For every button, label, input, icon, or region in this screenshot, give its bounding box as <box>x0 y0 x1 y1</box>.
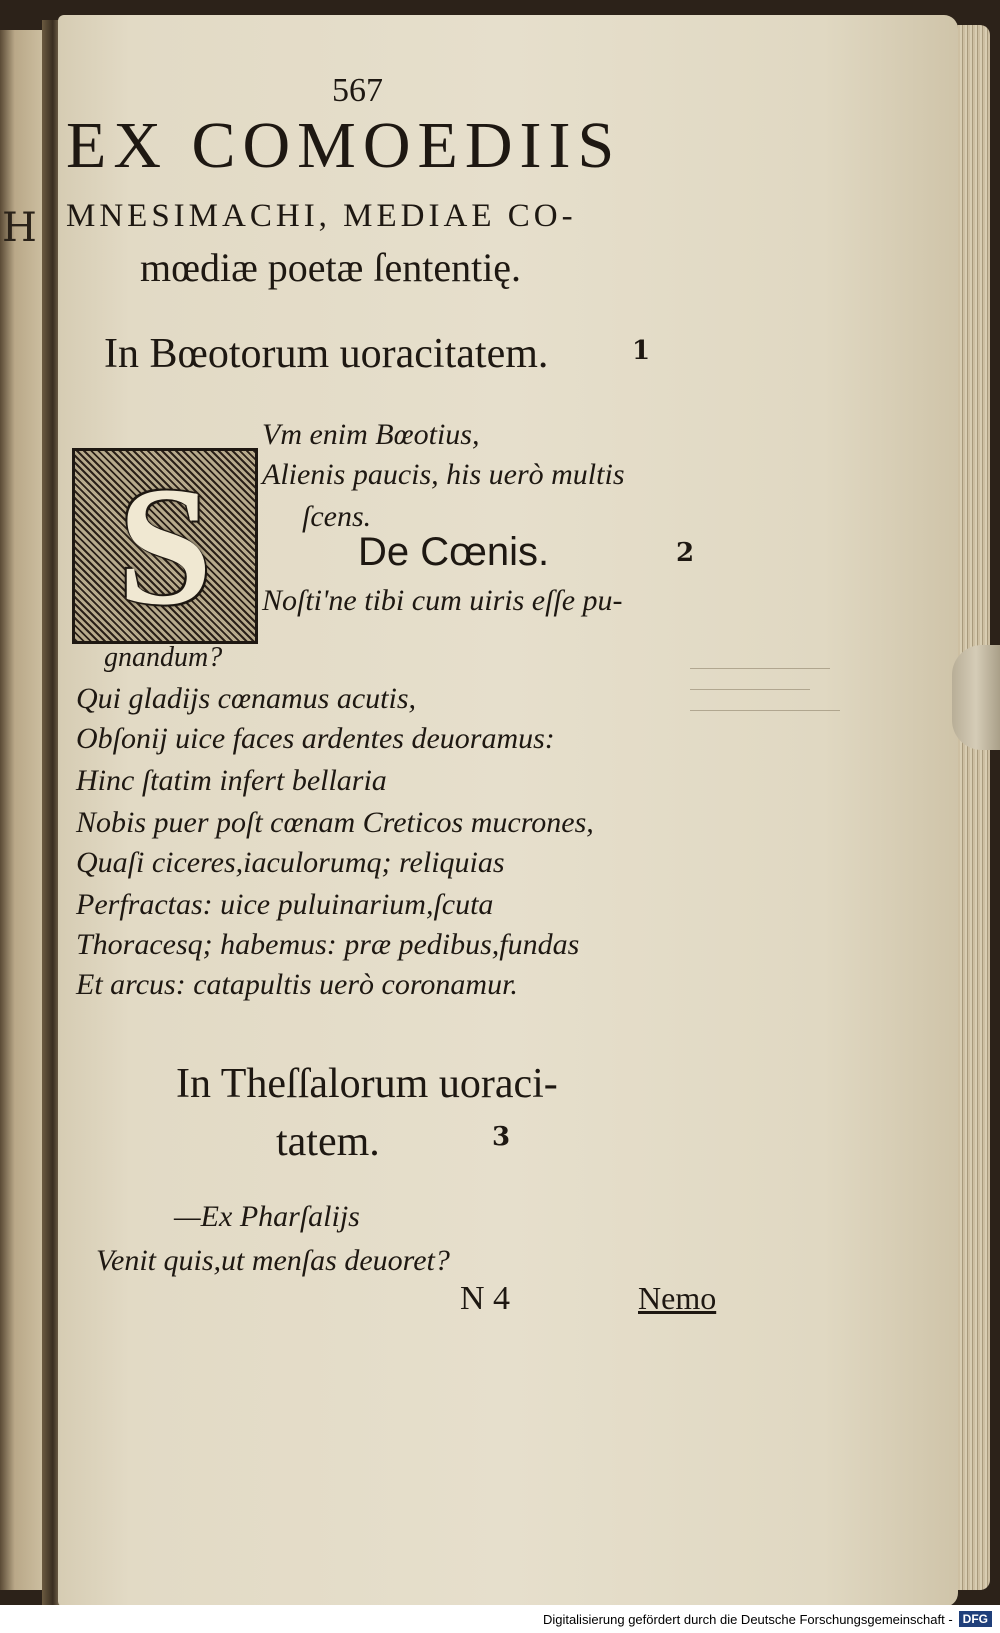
verse-line: Et arcus: catapultis uerò coronamur. <box>76 968 518 1001</box>
left-page-letter: H <box>2 205 37 251</box>
verse-line: Thoracesq; habemus: præ pedibus,fundas <box>76 928 580 961</box>
verse-line: gnandum? <box>104 642 223 673</box>
section-title: In Bœotorum uoracitatem. <box>104 331 549 377</box>
left-page-edge <box>0 30 42 1590</box>
subheading-author: MNESIMACHI, MEDIAE CO- <box>66 198 577 234</box>
verse-line: Qui gladijs cœnamus acutis, <box>76 682 417 715</box>
verse-line: Obſonij uice faces ardentes deuoramus: <box>76 722 555 755</box>
verse-line: Nobis puer poſt cœnam Creticos mucrones, <box>76 806 594 839</box>
dfg-logo: DFG <box>959 1611 992 1627</box>
verse-line: Alienis paucis, his uerò multis <box>262 458 625 491</box>
bleed-through-block <box>690 660 840 780</box>
verse-line: Noſti'ne tibi cum uiris eſſe pu- <box>262 584 623 617</box>
catchword: Nemo <box>638 1280 717 1316</box>
page-clip <box>952 645 1000 750</box>
decorated-initial <box>72 448 258 644</box>
initial-letter: S <box>117 451 213 640</box>
page-number: 567 <box>332 72 383 109</box>
verse-line: Quaſi ciceres,iaculorumq; reliquias <box>76 846 505 879</box>
verse-line: Venit quis,ut menſas deuoret? <box>96 1244 450 1277</box>
section-title-continued: tatem. <box>276 1119 380 1165</box>
section-title: In Theſſalorum uoraci- <box>176 1061 558 1107</box>
verse-line: Perfractas: uice puluinarium,ſcuta <box>76 888 494 921</box>
main-heading: EX COMOEDIIS <box>66 109 622 182</box>
section-title: De Cœnis. <box>358 530 550 574</box>
subheading-description: mœdiæ poetæ ſententię. <box>140 245 522 290</box>
signature-mark: N 4 <box>460 1280 511 1317</box>
verse-line: —Ex Pharſalijs <box>174 1200 360 1233</box>
verse-line: Vm enim Bœotius, <box>262 418 480 451</box>
verse-line: ſcens. <box>302 500 372 533</box>
section-number: 3 <box>492 1122 511 1152</box>
section-number: 1 <box>632 336 651 366</box>
section-number: 2 <box>676 538 695 568</box>
verse-line: Hinc ſtatim infert bellaria <box>76 764 387 797</box>
digitization-footer <box>0 1605 1000 1633</box>
footer-credit: Digitalisierung gefördert durch die Deutsche Forschungsgemeinschaft - <box>542 1611 953 1627</box>
